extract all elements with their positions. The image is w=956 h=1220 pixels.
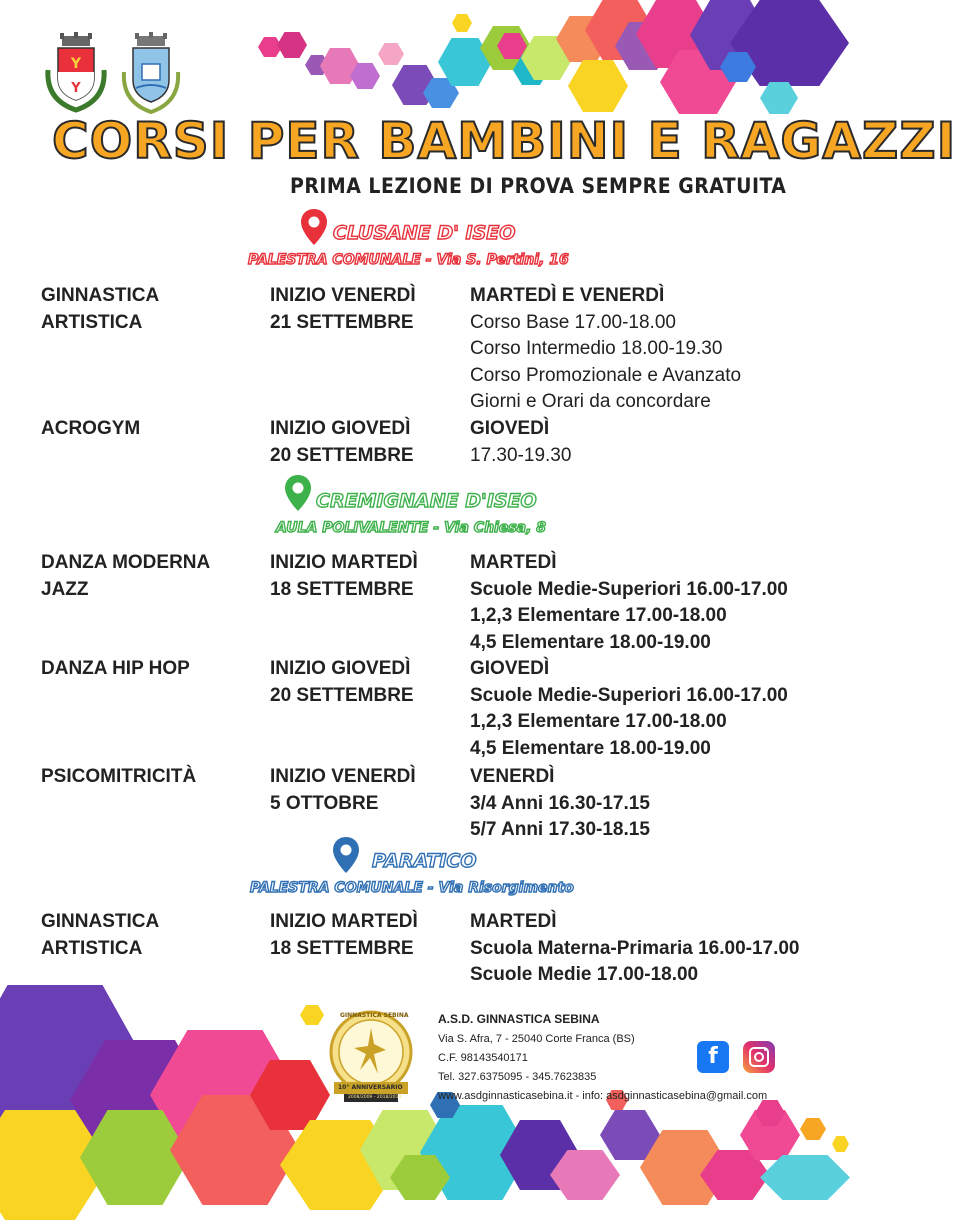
svg-text:Y: Y <box>70 56 82 72</box>
course-schedule: MARTEDÌ Scuole Medie-Superiori 16.00-17.00 1,2,3 Elementare 17.00-18.00 4,5 Elementare 18.00-19.00 <box>470 552 788 653</box>
course-start: INIZIO VENERDÌ 5 OTTOBRE <box>270 766 416 814</box>
course-start: INIZIO MARTEDÌ 18 SETTEMBRE <box>270 552 418 600</box>
course-schedule: VENERDÌ 3/4 Anni 16.30-17.15 5/7 Anni 17.30-18.15 <box>470 766 650 840</box>
location-venue: PALESTRA COMUNALE - Via Risorgimento <box>250 880 574 896</box>
course-start: INIZIO GIOVEDÌ 20 SETTEMBRE <box>270 418 414 466</box>
location-name: CREMIGNANE D'ISEO <box>316 490 537 512</box>
org-phone: Tel. 327.6375095 - 345.7623835 <box>438 1071 597 1083</box>
org-web[interactable]: www.asdginnasticasebina.it - info: asdginnasticasebina@gmail.com <box>438 1090 768 1102</box>
club-logo-banner: 10° ANNIVERSARIO <box>338 1084 403 1091</box>
course-name: GINNASTICA ARTISTICA <box>41 911 160 959</box>
course-start: INIZIO VENERDÌ 21 SETTEMBRE <box>270 285 416 333</box>
course-schedule: MARTEDÌ E VENERDÌ Corso Base 17.00-18.00 Corso Intermedio 18.00-19.30 Corso Promozionale e Avanzato Giorni e Orari da concordare <box>470 285 742 412</box>
facebook-icon[interactable]: f <box>697 1041 729 1073</box>
club-logo-years: 2008/2009 - 2018/2019 <box>348 1095 402 1100</box>
course-schedule: MARTEDÌ Scuola Materna-Primaria 16.00-17.00 Scuole Medie 17.00-18.00 <box>470 911 800 985</box>
location-name: CLUSANE D' ISEO <box>333 222 516 244</box>
course-name: DANZA MODERNA JAZZ <box>41 552 211 600</box>
page-subtitle: PRIMA LEZIONE DI PROVA SEMPRE GRATUITA <box>290 174 787 198</box>
org-cf: C.F. 98143540171 <box>438 1052 528 1064</box>
org-address: Via S. Afra, 7 - 25040 Corte Franca (BS) <box>438 1033 635 1045</box>
course-name: PSICOMITRICITÀ <box>41 766 197 787</box>
crest-icon <box>118 30 184 114</box>
map-pin-icon <box>284 474 312 512</box>
map-pin-icon <box>332 836 360 874</box>
course-start: INIZIO MARTEDÌ 18 SETTEMBRE <box>270 911 418 959</box>
instagram-icon[interactable] <box>743 1041 775 1073</box>
org-name: A.S.D. GINNASTICA SEBINA <box>438 1012 600 1026</box>
location-venue: PALESTRA COMUNALE - Via S. Pertini, 16 <box>248 252 569 268</box>
course-start: INIZIO GIOVEDÌ 20 SETTEMBRE <box>270 658 414 706</box>
course-schedule: GIOVEDÌ 17.30-19.30 <box>470 418 572 466</box>
course-schedule: GIOVEDÌ Scuole Medie-Superiori 16.00-17.00 1,2,3 Elementare 17.00-18.00 4,5 Elementare 18.00-19.00 <box>470 658 788 759</box>
course-name: ACROGYM <box>41 418 141 439</box>
club-logo <box>326 1004 416 1104</box>
svg-text:Y: Y <box>71 81 81 96</box>
club-logo-text: GINNASTICA SEBINA <box>340 1012 409 1019</box>
map-pin-icon <box>300 208 328 246</box>
course-name: GINNASTICA ARTISTICA <box>41 285 160 333</box>
page-title: CORSI PER BAMBINI E RAGAZZI <box>52 112 956 170</box>
location-name: PARATICO <box>372 850 477 872</box>
course-name: DANZA HIP HOP <box>41 658 190 679</box>
crest-icon <box>42 30 110 112</box>
location-venue: AULA POLIVALENTE - Via Chiesa, 8 <box>276 520 547 536</box>
